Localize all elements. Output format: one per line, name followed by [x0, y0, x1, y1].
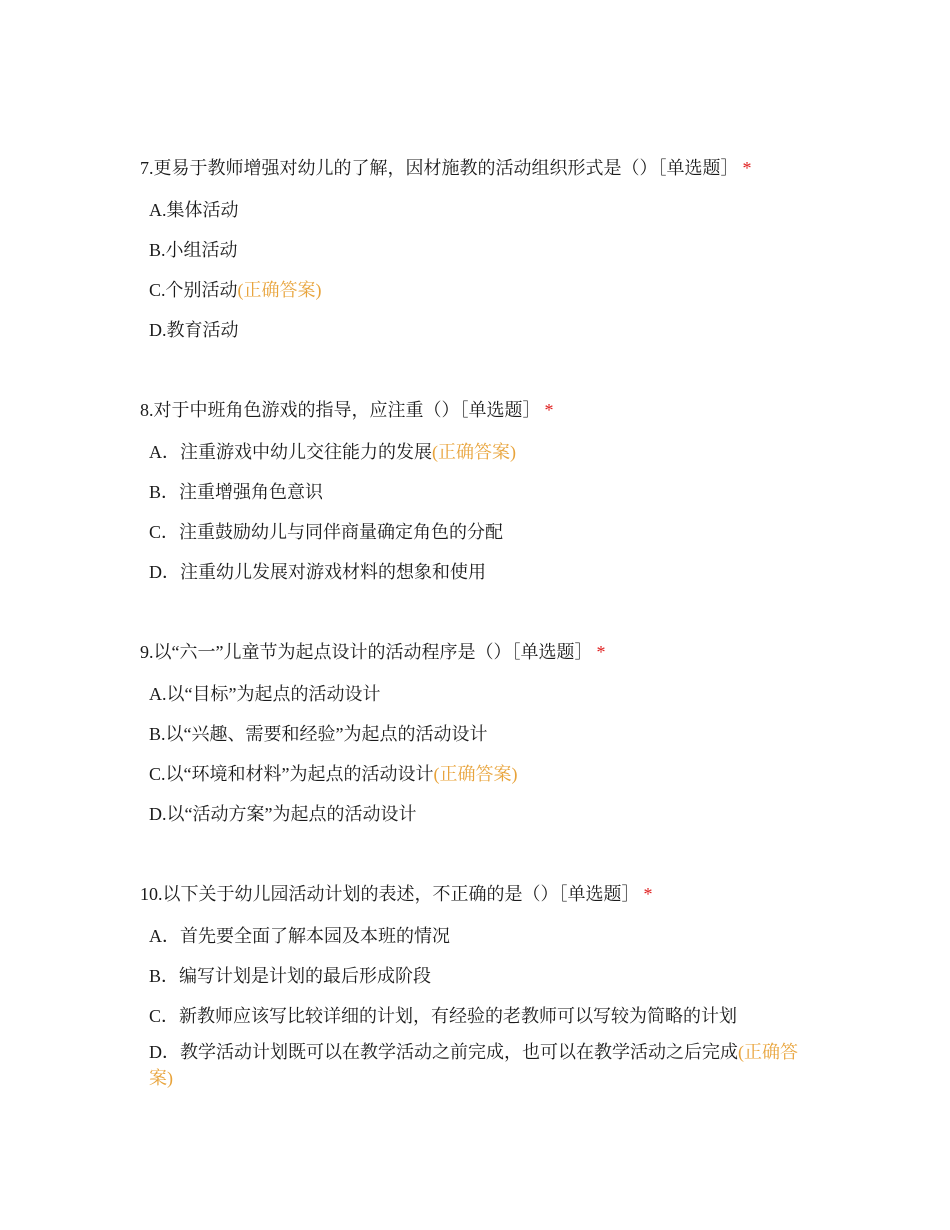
option-b[interactable]	[149, 481, 809, 503]
option-text: D．教学活动计划既可以在教学活动之前完成，也可以在教学活动之后完成	[149, 1042, 738, 1062]
question-text: 10.以下关于幼儿园活动计划的表述，不正确的是（）［单选题］	[140, 884, 640, 904]
question-title	[140, 639, 820, 665]
option-text: A．注重游戏中幼儿交往能力的发展	[149, 442, 432, 462]
option-b[interactable]	[149, 723, 809, 745]
correct-answer-tag: (正确答案)	[432, 442, 516, 462]
option-b[interactable]	[149, 965, 809, 987]
option-c[interactable]	[149, 763, 809, 785]
option-a[interactable]	[149, 441, 809, 463]
required-mark: *	[742, 158, 752, 178]
option-text: A.集体活动	[149, 200, 239, 220]
correct-answer-tag: (正确答案)	[149, 1042, 798, 1088]
required-mark: *	[544, 400, 554, 420]
option-list	[140, 925, 820, 1091]
option-text: B．注重增强角色意识	[149, 482, 324, 502]
option-c[interactable]	[149, 1005, 809, 1027]
option-text: B.小组活动	[149, 240, 238, 260]
option-a[interactable]	[149, 199, 809, 221]
question-text: 8.对于中班角色游戏的指导，应注重（）［单选题］	[140, 400, 541, 420]
option-text: A.以“目标”为起点的活动设计	[149, 684, 381, 704]
option-c[interactable]	[149, 521, 809, 543]
option-text: A．首先要全面了解本园及本班的情况	[149, 926, 450, 946]
question-title	[140, 397, 820, 423]
option-d[interactable]	[149, 1039, 809, 1091]
option-d[interactable]	[149, 803, 809, 825]
question-text: 9.以“六一”儿童节为起点设计的活动程序是（）［单选题］	[140, 642, 593, 662]
required-mark: *	[596, 642, 606, 662]
option-text: C．注重鼓励幼儿与同伴商量确定角色的分配	[149, 522, 504, 542]
question-title	[140, 155, 820, 181]
option-b[interactable]	[149, 239, 809, 261]
question-10	[140, 881, 820, 1091]
option-a[interactable]	[149, 683, 809, 705]
option-c[interactable]	[149, 279, 809, 301]
option-d[interactable]	[149, 319, 809, 341]
required-mark: *	[643, 884, 653, 904]
option-text: C．新教师应该写比较详细的计划，有经验的老教师可以写较为简略的计划	[149, 1006, 738, 1026]
option-list	[140, 441, 820, 583]
option-text: B．编写计划是计划的最后形成阶段	[149, 966, 432, 986]
option-text: B.以“兴趣、需要和经验”为起点的活动设计	[149, 724, 488, 744]
option-a[interactable]	[149, 925, 809, 947]
option-text: C.以“环境和材料”为起点的活动设计	[149, 764, 434, 784]
question-9	[140, 639, 820, 825]
option-text: C.个别活动	[149, 280, 238, 300]
question-text: 7.更易于教师增强对幼儿的了解，因材施教的活动组织形式是（）［单选题］	[140, 158, 739, 178]
option-text: D.教育活动	[149, 320, 239, 340]
option-list	[140, 199, 820, 341]
option-d[interactable]	[149, 561, 809, 583]
question-8	[140, 397, 820, 583]
correct-answer-tag: (正确答案)	[433, 764, 518, 784]
option-text: D．注重幼儿发展对游戏材料的想象和使用	[149, 562, 486, 582]
option-list	[140, 683, 820, 825]
question-7	[140, 155, 820, 341]
correct-answer-tag: (正确答案)	[237, 280, 322, 300]
option-text: D.以“活动方案”为起点的活动设计	[149, 804, 417, 824]
question-title	[140, 881, 820, 907]
